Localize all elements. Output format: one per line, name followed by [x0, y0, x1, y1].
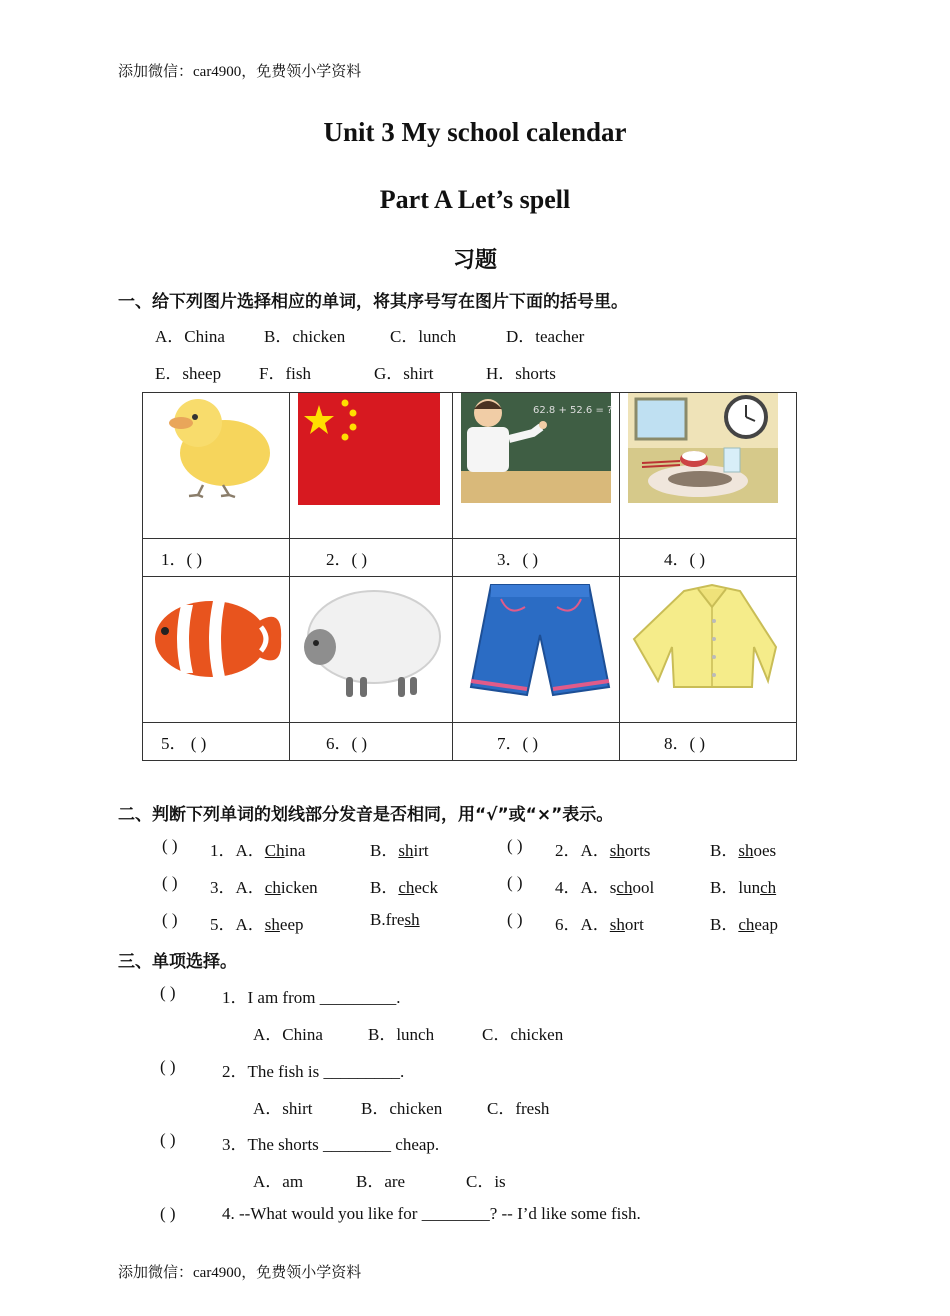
- choice-question-3: 3．The shorts ________ cheap.: [222, 1135, 440, 1154]
- judge-word-b-5: [370, 910, 420, 930]
- answer-slot: 4．( ): [664, 550, 706, 569]
- underlined-part: sh: [738, 841, 754, 860]
- answer-cell-1[interactable]: [143, 539, 290, 577]
- choice-answer-4[interactable]: ( ): [160, 1204, 176, 1223]
- word-part: fre: [385, 910, 405, 929]
- choice-question-4: 4. --What would you like for ________? -- I’d like some fish.: [222, 1204, 641, 1223]
- question-number: 3．A．: [210, 878, 265, 897]
- page-subtitle: Part A Let’s spell: [379, 185, 571, 214]
- question-number: 2．A．: [555, 841, 610, 860]
- option-d: D．teacher: [506, 327, 585, 346]
- judge-word-b-4: [710, 873, 776, 898]
- underlined-part: ch: [616, 878, 633, 897]
- picture-table: [142, 392, 797, 761]
- option-label: B．: [710, 841, 739, 860]
- underlined-part: Ch: [264, 841, 285, 860]
- judge-word-b-6: [710, 910, 778, 935]
- sheep-picture: [290, 577, 452, 722]
- answer-paren[interactable]: ( ): [507, 873, 523, 892]
- section1-heading: 一、给下列图片选择相应的单词，将其序号写在图片下面的括号里。: [118, 292, 628, 312]
- answer-slot: 1．( ): [161, 550, 203, 569]
- page-footer: 添加微信：car4900，免费领小学资料: [118, 1265, 362, 1281]
- section2-heading: 二、判断下列单词的划线部分发音是否相同，用“√”或“×”表示。: [118, 805, 614, 825]
- choice-answer-2[interactable]: ( ): [160, 1057, 176, 1076]
- question-number: 6．A．: [555, 915, 610, 934]
- word-part: ool: [632, 878, 655, 897]
- word-part: ort: [624, 915, 644, 934]
- answer-cell-7[interactable]: [453, 723, 620, 761]
- lunch-picture: [620, 393, 796, 538]
- option-label: B．: [370, 841, 399, 860]
- question-number: 5．A．: [210, 915, 265, 934]
- answer-slot: 3．( ): [497, 550, 539, 569]
- fish-picture: [143, 577, 289, 722]
- choice-option: B．lunch: [368, 1025, 435, 1044]
- picture-cell: [453, 577, 620, 723]
- question-number: 4．A．: [555, 878, 610, 897]
- answer-slot: 7．( ): [497, 734, 539, 753]
- answer-slot: 5． ( ): [161, 734, 207, 753]
- choice-option: C．fresh: [487, 1099, 550, 1118]
- shorts-picture: [453, 577, 619, 722]
- question-number: 1．A．: [210, 841, 265, 860]
- word-part: orts: [624, 841, 651, 860]
- answer-paren[interactable]: ( ): [162, 873, 178, 892]
- picture-cell: [290, 393, 453, 539]
- underlined-part: sh: [264, 915, 280, 934]
- option-label: B．: [710, 915, 739, 934]
- judge-answer-3[interactable]: [162, 873, 178, 893]
- judge-answer-2[interactable]: [507, 836, 523, 856]
- judge-word-a-4: [555, 873, 654, 898]
- word-part: s: [609, 878, 617, 897]
- option-label: B．: [710, 878, 739, 897]
- picture-cell: [143, 393, 290, 539]
- svg-text:62.8 + 52.6 = ?: 62.8 + 52.6 = ?: [533, 405, 613, 416]
- word-part: icken: [280, 878, 318, 897]
- answer-cell-2[interactable]: [290, 539, 453, 577]
- word-part: oes: [753, 841, 777, 860]
- answer-cell-5[interactable]: [143, 723, 290, 761]
- word-part: eap: [754, 915, 778, 934]
- choice-question-2: 2．The fish is _________.: [222, 1062, 405, 1081]
- answer-cell-4[interactable]: [620, 539, 797, 577]
- answer-paren[interactable]: ( ): [507, 836, 523, 855]
- picture-cell: [620, 393, 797, 539]
- judge-word-a-5: [210, 910, 304, 935]
- choice-option: A．China: [253, 1025, 323, 1044]
- chick-picture: [143, 393, 289, 538]
- answer-cell-8[interactable]: [620, 723, 797, 761]
- picture-cell: [143, 577, 290, 723]
- shirt-picture: [620, 577, 796, 722]
- option-label: B．: [370, 878, 399, 897]
- option-e: E．sheep: [155, 364, 222, 383]
- choice-answer-1[interactable]: ( ): [160, 983, 176, 1002]
- word-part: lun: [738, 878, 761, 897]
- answer-paren[interactable]: ( ): [507, 910, 523, 929]
- underlined-part: ch: [264, 878, 281, 897]
- exercise-label: 习题: [452, 248, 497, 273]
- option-a: A．China: [155, 327, 225, 346]
- choice-option: C．chicken: [482, 1025, 564, 1044]
- underlined-part: sh: [609, 841, 625, 860]
- china-flag-picture: [290, 393, 452, 538]
- judge-word-a-2: [555, 836, 650, 861]
- judge-answer-5[interactable]: [162, 910, 178, 930]
- word-part: ina: [284, 841, 306, 860]
- page-title: Unit 3 My school calendar: [323, 117, 627, 147]
- underlined-part: ch: [398, 878, 415, 897]
- judge-word-b-2: [710, 836, 776, 861]
- judge-word-a-1: [210, 836, 305, 861]
- underlined-part: ch: [738, 915, 755, 934]
- choice-answer-3[interactable]: ( ): [160, 1130, 176, 1149]
- word-part: eck: [414, 878, 438, 897]
- answer-slot: 8．( ): [664, 734, 706, 753]
- choice-option: A．am: [253, 1172, 304, 1191]
- option-f: F．fish: [259, 364, 311, 383]
- answer-slot: 2．( ): [326, 550, 368, 569]
- picture-cell: [290, 577, 453, 723]
- choice-option: B．are: [356, 1172, 406, 1191]
- judge-word-a-3: [210, 873, 318, 898]
- choice-option: A．shirt: [253, 1099, 313, 1118]
- answer-cell-6[interactable]: [290, 723, 453, 761]
- judge-answer-6[interactable]: [507, 910, 523, 930]
- word-part: eep: [279, 915, 304, 934]
- option-label: B.: [370, 910, 386, 929]
- option-c: C．lunch: [390, 327, 457, 346]
- page-header: 添加微信：car4900，免费领小学资料: [118, 64, 362, 80]
- option-g: G．shirt: [374, 364, 434, 383]
- option-b: B．chicken: [264, 327, 346, 346]
- choice-option: B．chicken: [361, 1099, 443, 1118]
- judge-answer-4[interactable]: [507, 873, 523, 893]
- answer-paren[interactable]: ( ): [162, 836, 178, 855]
- option-h: H．shorts: [486, 364, 556, 383]
- section3-heading: 三、单项选择。: [118, 952, 237, 972]
- underlined-part: sh: [404, 910, 420, 929]
- underlined-part: sh: [398, 841, 414, 860]
- word-part: irt: [413, 841, 429, 860]
- choice-option: C．is: [466, 1172, 506, 1191]
- answer-paren[interactable]: ( ): [162, 910, 178, 929]
- answer-slot: 6．( ): [326, 734, 368, 753]
- picture-cell: [620, 577, 797, 723]
- answer-cell-3[interactable]: [453, 539, 620, 577]
- underlined-part: ch: [760, 878, 777, 897]
- judge-answer-1[interactable]: [162, 836, 178, 856]
- judge-word-b-1: [370, 836, 429, 861]
- choice-question-1: 1．I am from _________.: [222, 988, 401, 1007]
- picture-cell: [453, 393, 620, 539]
- judge-word-a-6: [555, 910, 644, 935]
- underlined-part: sh: [609, 915, 625, 934]
- judge-word-b-3: [370, 873, 438, 898]
- teacher-picture: [453, 393, 619, 538]
